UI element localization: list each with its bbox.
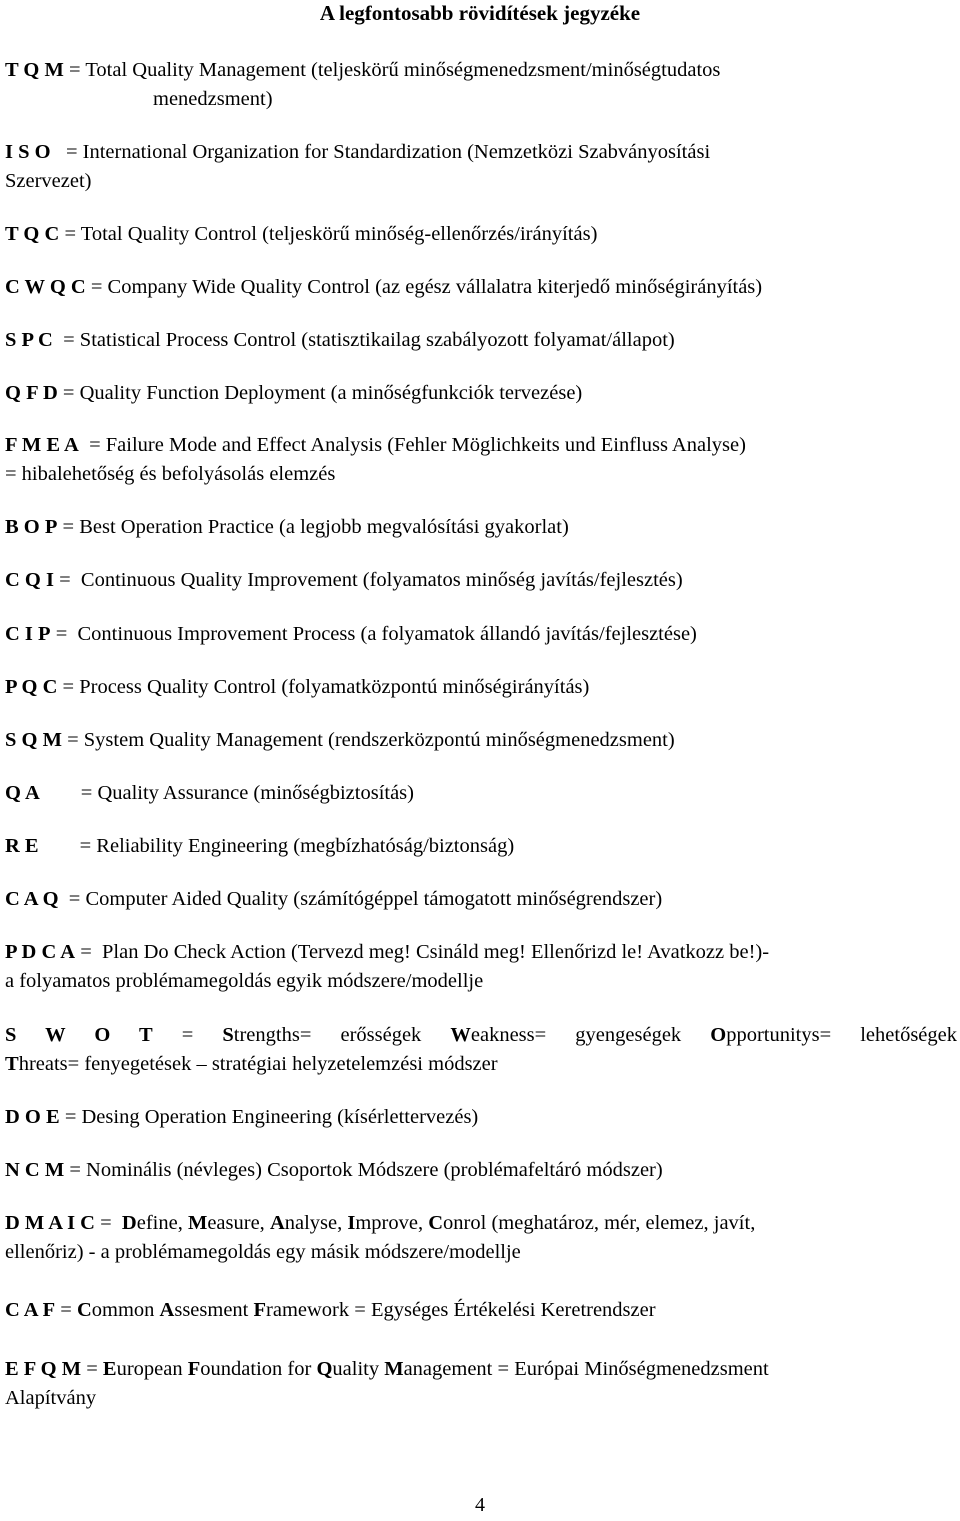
- abbreviation-term: P Q C: [5, 676, 58, 698]
- abbreviation-entry: [5, 1296, 957, 1325]
- abbreviation-term: S W O T: [5, 1024, 153, 1046]
- abbreviation-entry: [5, 938, 957, 996]
- abbreviation-entry: [5, 1156, 957, 1185]
- equals-sign: =: [50, 623, 78, 645]
- abbreviation-definition: Best Operation Practice (a legjobb megvalósítási gyakorlat): [79, 516, 569, 538]
- abbreviation-entry: [5, 220, 957, 249]
- abbreviation-entry: [5, 566, 957, 595]
- abbreviation-definition: Plan Do Check Action (Tervezd meg! Csináld meg! Ellenőrizd le! Avatkozz be!)-: [102, 941, 770, 963]
- equals-sign: =: [152, 1024, 223, 1046]
- abbreviation-term: Q A: [5, 782, 40, 804]
- page-number: 4: [475, 1494, 485, 1516]
- abbreviation-definition: Process Quality Control (folyamatközpontú minőségirányítás): [79, 676, 590, 698]
- entry-line: [5, 566, 957, 595]
- equals-sign: =: [59, 1106, 82, 1128]
- abbreviation-term: C I P: [5, 623, 51, 645]
- entry-line: [5, 726, 957, 755]
- entry-line: [5, 1103, 957, 1132]
- abbreviation-definition: Total Quality Control (teljeskörű minőség-ellenőrzés/irányítás): [80, 223, 598, 245]
- equals-sign: =: [39, 782, 98, 804]
- entry-line: [5, 1156, 957, 1185]
- abbreviation-term: C Q I: [5, 569, 54, 591]
- abbreviation-entry: [5, 56, 957, 114]
- abbreviation-definition: Nominális (névleges) Csoportok Módszere (problémafeltáró módszer): [86, 1159, 663, 1181]
- entry-line: [5, 379, 957, 408]
- abbreviation-term: C A F: [5, 1299, 56, 1321]
- abbreviation-term: E F Q M: [5, 1358, 82, 1380]
- abbreviation-definition: Define, Measure, Analyse, Improve, Conrol (meghatároz, mér, elemez, javít,: [121, 1212, 756, 1234]
- abbreviation-definition: Total Quality Management (teljeskörű minőségmenedzsment/minőségtudatos: [85, 59, 721, 81]
- entry-line: [5, 56, 957, 85]
- equals-sign: =: [63, 59, 86, 81]
- abbreviation-definition: European Foundation for Quality Management = Európai Minőségmenedzsment: [102, 1358, 769, 1380]
- page-title: A legfontosabb rövidítések jegyzéke: [319, 1, 641, 25]
- abbreviation-entry: [5, 779, 957, 808]
- entry-line: [5, 885, 957, 914]
- abbreviation-term: Q F D: [5, 382, 58, 404]
- entry-line: [5, 832, 957, 861]
- definition-continuation: ellenőriz) - a problémamegoldás egy másik módszere/modellje: [5, 1241, 521, 1263]
- abbreviation-term: R E: [5, 835, 39, 857]
- entry-line: [5, 620, 957, 649]
- abbreviation-entry: [5, 620, 957, 649]
- entry-line: [5, 938, 957, 967]
- abbreviation-definition: Desing Operation Engineering (kísérlettervezés): [81, 1106, 479, 1128]
- abbreviation-definition: Computer Aided Quality (számítógéppel támogatott minőségrendszer): [85, 888, 663, 910]
- equals-sign: =: [64, 1159, 87, 1181]
- abbreviation-term: T Q C: [5, 223, 60, 245]
- abbreviation-entry: [5, 1209, 957, 1267]
- entry-line: [5, 220, 957, 249]
- abbreviation-entry: [5, 1355, 957, 1413]
- equals-sign: =: [57, 382, 80, 404]
- abbreviation-definition: Continuous Improvement Process (a folyamatok állandó javítás/fejlesztése): [77, 623, 697, 645]
- abbreviation-entry: [5, 379, 957, 408]
- definition-continuation: menedzsment): [153, 88, 273, 110]
- definition-continuation: Szervezet): [5, 170, 92, 192]
- abbreviation-definition: International Organization for Standardization (Nemzetközi Szabványosítási: [82, 141, 711, 163]
- equals-sign: =: [59, 223, 81, 245]
- equals-sign: =: [94, 1212, 122, 1234]
- equals-sign: =: [61, 729, 84, 751]
- entry-line: [5, 1021, 957, 1050]
- entry-line: [5, 673, 957, 702]
- abbreviation-definition: Quality Assurance (minőségbiztosítás): [97, 782, 414, 804]
- entry-line: [5, 1355, 957, 1384]
- entry-line: [5, 779, 957, 808]
- abbreviation-term: N C M: [5, 1159, 65, 1181]
- entry-line: [5, 1296, 957, 1325]
- abbreviation-entry: [5, 1103, 957, 1132]
- abbreviation-term: F M E A: [5, 434, 79, 456]
- entry-line: [5, 273, 957, 302]
- abbreviation-entry: [5, 326, 957, 355]
- abbreviation-term: D M A I C: [5, 1212, 95, 1234]
- definition-continuation: = hibalehetőség és befolyásolás elemzés: [5, 463, 336, 485]
- entry-line: [5, 513, 957, 542]
- equals-sign: =: [81, 1358, 103, 1380]
- definition-continuation: a folyamatos problémamegoldás egyik módszere/modellje: [5, 970, 484, 992]
- abbreviation-definition: Company Wide Quality Control (az egész vállalatra kiterjedő minőségirányítás): [107, 276, 763, 298]
- abbreviation-term: B O P: [5, 516, 58, 538]
- abbreviation-definition: Quality Function Deployment (a minőségfunkciók tervezése): [79, 382, 583, 404]
- entry-line: [5, 138, 957, 167]
- equals-sign: =: [75, 941, 102, 963]
- abbreviation-term: S P C: [5, 329, 53, 351]
- equals-sign: =: [53, 569, 81, 591]
- abbreviation-term: S Q M: [5, 729, 62, 751]
- definition-continuation: Alapítvány: [5, 1387, 97, 1409]
- equals-sign: =: [57, 516, 80, 538]
- abbreviation-term: C W Q C: [5, 276, 86, 298]
- abbreviation-term: D O E: [5, 1106, 60, 1128]
- abbreviation-entry: [5, 431, 957, 489]
- equals-sign: =: [55, 1299, 77, 1321]
- equals-sign: =: [85, 276, 108, 298]
- abbreviation-entry: [5, 138, 957, 196]
- equals-sign: =: [52, 329, 80, 351]
- abbreviation-entry: [5, 885, 957, 914]
- abbreviation-term: C A Q: [5, 888, 59, 910]
- abbreviation-entry: [5, 726, 957, 755]
- abbreviation-definition: Statistical Process Control (statisztikailag szabályozott folyamat/állapot): [79, 329, 675, 351]
- abbreviation-term: T Q M: [5, 59, 64, 81]
- abbreviation-entry: [5, 1021, 957, 1079]
- abbreviation-definition: Reliability Engineering (megbízhatóság/biztonság): [96, 835, 515, 857]
- abbreviation-term: P D C A: [5, 941, 76, 963]
- abbreviation-definition: System Quality Management (rendszerközpontú minőségmenedzsment): [83, 729, 675, 751]
- equals-sign: =: [58, 888, 86, 910]
- abbreviation-entry: [5, 673, 957, 702]
- entry-line: [5, 431, 957, 460]
- abbreviation-term: I S O: [5, 141, 51, 163]
- equals-sign: =: [78, 434, 106, 456]
- equals-sign: =: [57, 676, 80, 698]
- entry-line: [5, 326, 957, 355]
- abbreviation-entry: [5, 273, 957, 302]
- abbreviation-definition: Failure Mode and Effect Analysis (Fehler Möglichkeits und Einfluss Analyse): [105, 434, 746, 456]
- abbreviation-definition: Common Assesment Framework = Egységes Értékelési Keretrendszer: [76, 1299, 656, 1321]
- abbreviation-definition: Continuous Quality Improvement (folyamatos minőség javítás/fejlesztés): [80, 569, 683, 591]
- equals-sign: =: [38, 835, 97, 857]
- definition-continuation: Threats= fenyegetések – stratégiai helyzetelemzési módszer: [5, 1053, 498, 1075]
- abbreviation-entry: [5, 513, 957, 542]
- entry-line: [5, 1209, 957, 1238]
- abbreviation-definition: Strengths= erősségek Weakness= gyengeségek Opportunitys= lehetőségek: [222, 1024, 957, 1046]
- abbreviation-entry: [5, 832, 957, 861]
- equals-sign: =: [50, 141, 83, 163]
